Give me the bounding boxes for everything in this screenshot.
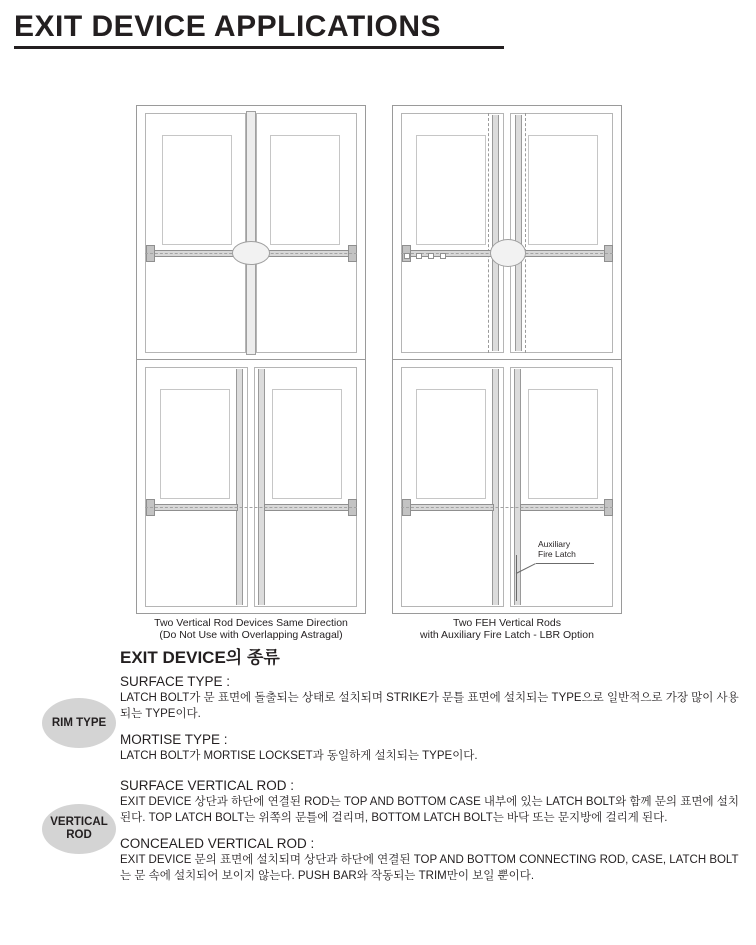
entry-body: EXIT DEVICE 문의 표면에 설치되며 상단과 하단에 연결된 TOP AND BOTTOM CONNECTING ROD, CASE, LATCH BOLT는 문 속에 설치되어 보이지 않는다. PUSH BAR와 작동되는 TRIM만이 보일 뿐이다. (120, 854, 739, 882)
diagram-two-vertical-rod-devices-same-direction (136, 359, 366, 644)
entry-surface-type (120, 674, 744, 722)
group-vertical-rod (14, 778, 756, 884)
door-lite-right (528, 135, 598, 245)
callout-auxiliary-fire-latch (538, 539, 576, 559)
trim-detail-3 (428, 253, 434, 259)
entry-title: CONCEALED VERTICAL ROD : (120, 836, 315, 851)
mullion-detail-ellipse (232, 241, 270, 265)
entry-surface-vertical-rod (120, 778, 744, 826)
swing-dash (145, 507, 357, 508)
entry-title: MORTISE TYPE : (120, 732, 228, 747)
diagram-two-rim-devices (136, 105, 366, 395)
entry-body: LATCH BOLT가 문 표면에 돌출되는 상태로 설치되며 STRIKE가 문틀 표면에 설치되는 TYPE으로 일반적으로 가장 많이 사용되는 TYPE이다. (120, 692, 739, 720)
group-rim-type (14, 674, 756, 764)
callout-leader-vertical (516, 555, 517, 601)
trim-detail-4 (440, 253, 446, 259)
exit-device-types-section (0, 643, 756, 884)
callout-leader-horizontal (536, 563, 594, 564)
door-lite-right (270, 135, 340, 245)
vertical-rod-right (515, 115, 522, 351)
caption-line-2: (Do Not Use with Overlapping Astragal) (159, 629, 343, 641)
callout-line-2: Fire Latch (538, 549, 576, 559)
door-lite-left (416, 389, 486, 499)
diagram-two-vertical-rods-double-egress (392, 105, 622, 395)
trim-detail-1 (404, 253, 410, 259)
trim-detail-2 (416, 253, 422, 259)
vertical-rod-dash-left (488, 113, 489, 353)
entry-body: EXIT DEVICE 상단과 하단에 연결된 ROD는 TOP AND BOTTOM CASE 내부에 있는 LATCH BOLT와 함께 문의 표면에 설치된다. TOP LATCH BOLT는 위쪽의 문틀에 걸리며, BOTTOM LATCH BOLT는 바닥 또는 문지방에 걸리게 된다. (120, 796, 739, 824)
badge-vertical-rod (42, 804, 116, 854)
door-lite-left (160, 389, 230, 499)
entry-concealed-vertical-rod (120, 836, 744, 884)
title-underline (14, 46, 504, 49)
entry-body: LATCH BOLT가 MORTISE LOCKSET과 동일하게 설치되는 TYPE이다. (120, 750, 478, 762)
mullion (246, 111, 256, 355)
diagram-area (0, 59, 756, 639)
door-lite-right (528, 389, 598, 499)
callout-line-1: Auxiliary (538, 539, 571, 549)
badge-label-line-2: ROD (66, 829, 92, 841)
door-lite-right (272, 389, 342, 499)
center-detail-ellipse (490, 239, 526, 267)
vertical-rod-left (492, 115, 499, 351)
caption-line-1: Two FEH Vertical Rods (453, 617, 561, 629)
vertical-rod-dash-right (525, 113, 526, 353)
badge-rim-type (42, 698, 116, 748)
entry-title: SURFACE VERTICAL ROD : (120, 778, 295, 793)
caption-line-1: Two Vertical Rod Devices Same Direction (154, 617, 348, 629)
diagram-two-feh-vertical-rods (392, 359, 622, 644)
entry-title: SURFACE TYPE : (120, 674, 231, 689)
swing-dash (401, 507, 613, 508)
badge-label: VERTICAL (50, 816, 108, 828)
vertical-rod-left (492, 369, 499, 605)
vertical-rod-left (236, 369, 243, 605)
section-heading: EXIT DEVICE의 종류 (120, 648, 280, 667)
entry-mortise-type (120, 732, 744, 764)
page-title: EXIT DEVICE APPLICATIONS (14, 10, 442, 43)
badge-label: RIM TYPE (51, 716, 107, 729)
vertical-rod-right (258, 369, 265, 605)
door-lite-left (416, 135, 486, 245)
diagram-caption (392, 617, 622, 641)
diagram-caption (136, 617, 366, 641)
caption-line-2: with Auxiliary Fire Latch - LBR Option (420, 629, 594, 641)
door-lite-left (162, 135, 232, 245)
swing-dash-right (256, 253, 357, 254)
